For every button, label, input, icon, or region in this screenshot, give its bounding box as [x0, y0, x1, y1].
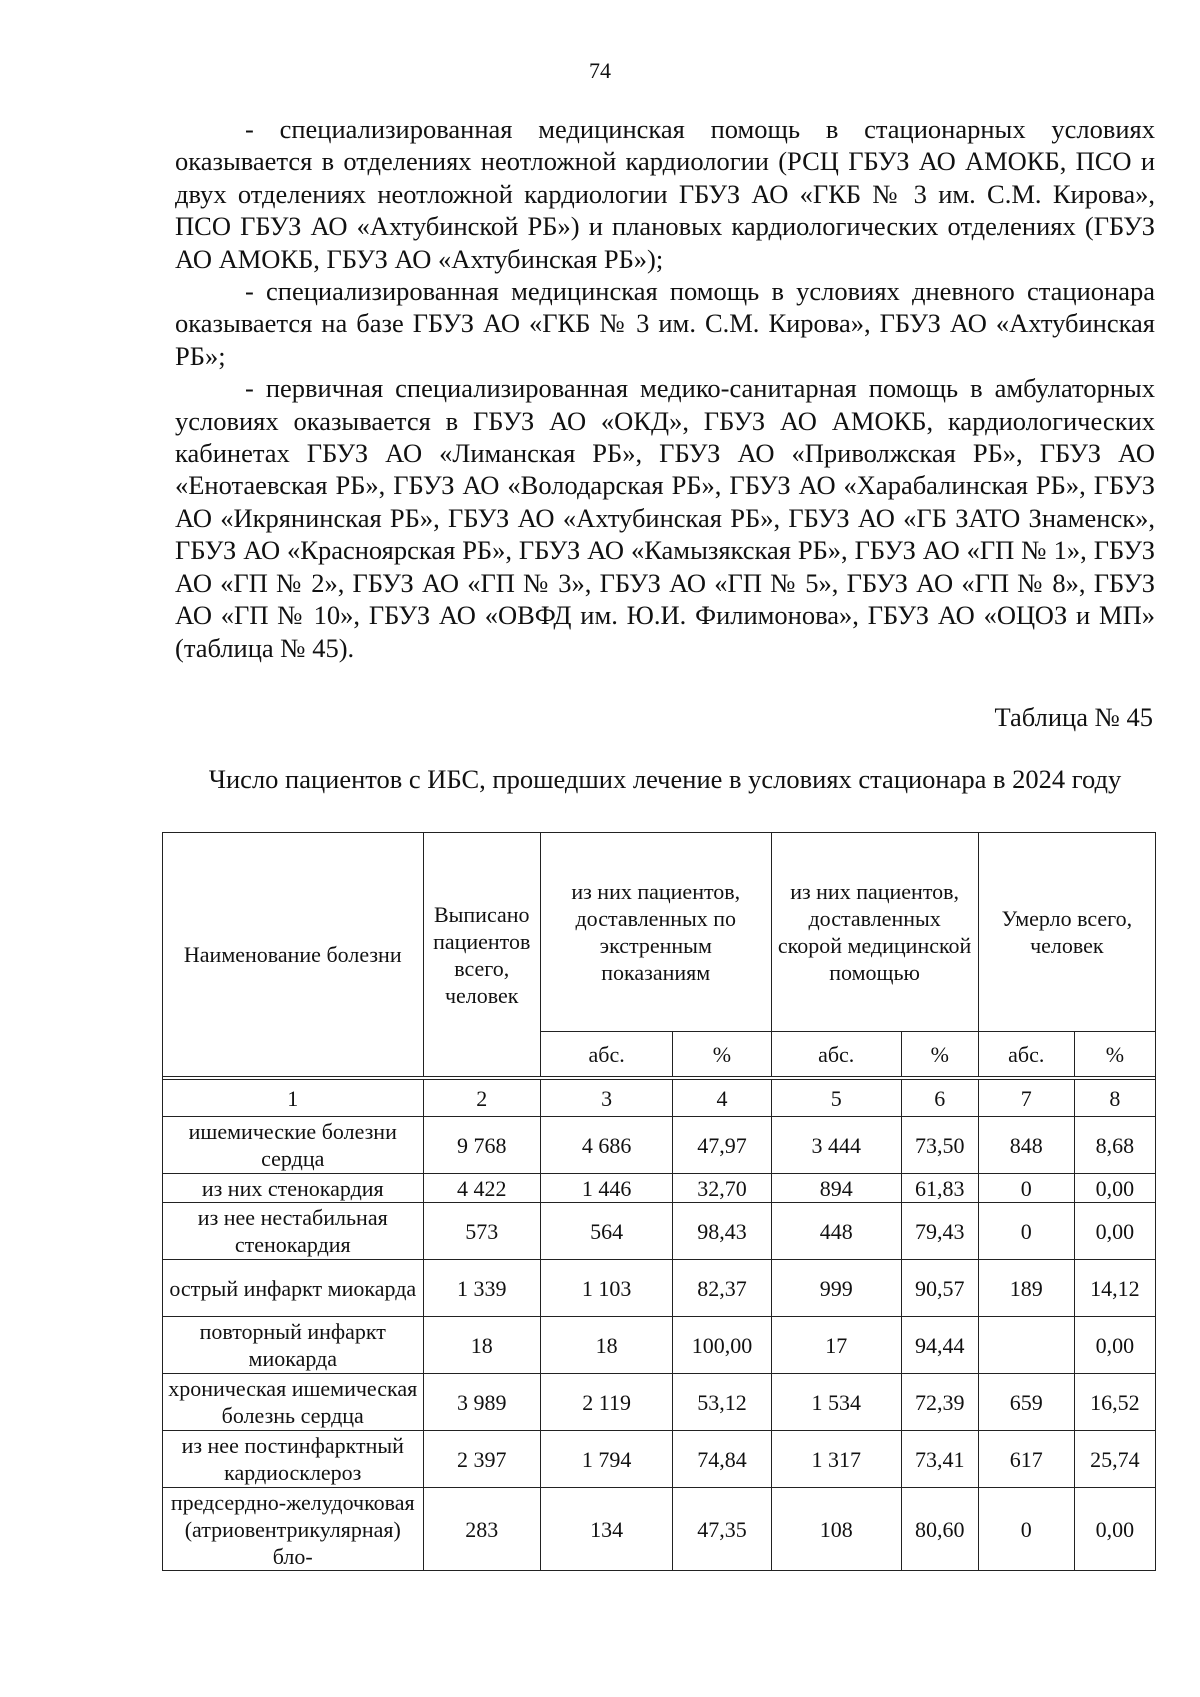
paragraph: - первичная специализированная медико-санитарная помощь в амбулаторных условиях оказывается в ГБУЗ АО «ОКД», ГБУЗ АО АМОКБ, кардиологических кабинетах ГБУЗ АО «Лиманская РБ», ГБУЗ АО «Приволжская РБ», ГБУЗ АО «Енотаевская РБ», ГБУЗ АО «Володарская РБ», ГБУЗ АО «Харабалинская РБ», ГБУЗ АО «Икрянинская РБ», ГБУЗ АО «Ахтубинская РБ», ГБУЗ АО «ГБ ЗАТО Знаменск», ГБУЗ АО «Красноярская РБ», ГБУЗ АО «Камызякская РБ», ГБУЗ АО «ГП № 1», ГБУЗ АО «ГП № 2», ГБУЗ АО «ГП № 3», ГБУЗ АО «ГП № 5», ГБУЗ АО «ГП № 8», ГБУЗ АО «ГП № 10», ГБУЗ АО «ОВФД им. Ю.И. Филимонова», ГБУЗ АО «ОЦОЗ и МП» (таблица № 45).	[175, 373, 1155, 663]
table-row	[163, 1117, 1156, 1174]
table-row	[163, 1374, 1156, 1431]
table-cell: 32,70	[673, 1174, 771, 1203]
body-text	[175, 113, 1155, 664]
table-cell: 53,12	[673, 1374, 771, 1431]
header-abs: абс.	[978, 1032, 1074, 1077]
table-cell: 14,12	[1074, 1260, 1155, 1317]
table-cell: 1 534	[771, 1374, 901, 1431]
table-cell: 0	[978, 1203, 1074, 1260]
table-cell: 0,00	[1074, 1317, 1155, 1374]
table-cell: хроническая ишемическая болезнь сердца	[163, 1374, 424, 1431]
table-cell: 0,00	[1074, 1488, 1155, 1571]
table-cell: предсердно-желудочковая (атриовентрикулярная) бло-	[163, 1488, 424, 1571]
column-number: 6	[901, 1080, 978, 1117]
table-cell: 848	[978, 1117, 1074, 1174]
table-cell: 90,57	[901, 1260, 978, 1317]
table-cell: 283	[423, 1488, 540, 1571]
data-table	[162, 832, 1156, 1571]
table-cell: 573	[423, 1203, 540, 1260]
table-cell: ишемические болезни сердца	[163, 1117, 424, 1174]
header-abs: абс.	[540, 1032, 672, 1077]
table-cell: 47,35	[673, 1488, 771, 1571]
table-label: Таблица № 45	[994, 702, 1153, 732]
table-cell: 79,43	[901, 1203, 978, 1260]
table-cell: 659	[978, 1374, 1074, 1431]
header-disease: Наименование болезни	[163, 833, 424, 1077]
page-number: 74	[589, 58, 611, 83]
table-cell: 4 686	[540, 1117, 672, 1174]
table-cell: 17	[771, 1317, 901, 1374]
table-cell: 4 422	[423, 1174, 540, 1203]
table-cell: из них стенокардия	[163, 1174, 424, 1203]
column-number: 5	[771, 1080, 901, 1117]
table-cell: 82,37	[673, 1260, 771, 1317]
table-cell: 98,43	[673, 1203, 771, 1260]
table-cell: острый инфаркт миокарда	[163, 1260, 424, 1317]
header-pct: %	[673, 1032, 771, 1077]
header-died: Умерло всего, человек	[978, 833, 1155, 1032]
table-cell: 1 103	[540, 1260, 672, 1317]
table-cell: 617	[978, 1431, 1074, 1488]
column-number: 3	[540, 1080, 672, 1117]
header-pct: %	[901, 1032, 978, 1077]
column-number: 4	[673, 1080, 771, 1117]
table-cell: 18	[540, 1317, 672, 1374]
table-cell: 3 989	[423, 1374, 540, 1431]
table-cell: повторный инфаркт миокарда	[163, 1317, 424, 1374]
column-number: 8	[1074, 1080, 1155, 1117]
header-discharged: Выписано пациентов всего, человек	[423, 833, 540, 1077]
table-cell: 894	[771, 1174, 901, 1203]
table-cell: из нее постинфарктный кардиосклероз	[163, 1431, 424, 1488]
table-row	[163, 1317, 1156, 1374]
header-ambulance: из них пациентов, доставленных скорой медицинской помощью	[771, 833, 978, 1032]
column-numbers-row	[163, 1080, 1156, 1117]
table-cell: 108	[771, 1488, 901, 1571]
table-cell: 1 339	[423, 1260, 540, 1317]
table-cell: 25,74	[1074, 1431, 1155, 1488]
column-number: 1	[163, 1080, 424, 1117]
table-cell: 1 446	[540, 1174, 672, 1203]
table-cell: 189	[978, 1260, 1074, 1317]
table-cell: 3 444	[771, 1117, 901, 1174]
table-cell	[978, 1317, 1074, 1374]
table-cell: 0,00	[1074, 1174, 1155, 1203]
table-row	[163, 1203, 1156, 1260]
table-cell: 18	[423, 1317, 540, 1374]
column-number: 2	[423, 1080, 540, 1117]
paragraph: - специализированная медицинская помощь в стационарных условиях оказывается в отделениях неотложной кардиологии (РСЦ ГБУЗ АО АМОКБ, ПСО и двух отделениях неотложной кардиологии ГБУЗ АО «ГКБ № 3 им. С.М. Кирова», ПСО ГБУЗ АО «Ахтубинской РБ») и плановых кардиологических отделениях (ГБУЗ АО АМОКБ, ГБУЗ АО «Ахтубинская РБ»);	[175, 114, 1155, 274]
table-cell: 2 119	[540, 1374, 672, 1431]
table-row	[163, 1260, 1156, 1317]
table-cell: 73,41	[901, 1431, 978, 1488]
table-cell: 564	[540, 1203, 672, 1260]
column-number: 7	[978, 1080, 1074, 1117]
table-cell: 0	[978, 1488, 1074, 1571]
table-cell: 47,97	[673, 1117, 771, 1174]
table-cell: 74,84	[673, 1431, 771, 1488]
table-cell: 0	[978, 1174, 1074, 1203]
paragraph: - специализированная медицинская помощь в условиях дневного стационара оказывается на базе ГБУЗ АО «ГКБ № 3 им. С.М. Кирова», ГБУЗ АО «Ахтубинская РБ»;	[175, 276, 1155, 371]
table-cell: 0,00	[1074, 1203, 1155, 1260]
table-cell: 100,00	[673, 1317, 771, 1374]
table-cell: 2 397	[423, 1431, 540, 1488]
table-row	[163, 1431, 1156, 1488]
table-cell: 16,52	[1074, 1374, 1155, 1431]
header-pct: %	[1074, 1032, 1155, 1077]
table-cell: из нее нестабильная стенокардия	[163, 1203, 424, 1260]
table-title: Число пациентов с ИБС, прошедших лечение в условиях стационара в 2024 году	[208, 764, 1122, 794]
table-cell: 999	[771, 1260, 901, 1317]
table-row	[163, 1174, 1156, 1203]
table-cell: 1 317	[771, 1431, 901, 1488]
table-cell: 134	[540, 1488, 672, 1571]
table-cell: 80,60	[901, 1488, 978, 1571]
header-abs: абс.	[771, 1032, 901, 1077]
table-cell: 9 768	[423, 1117, 540, 1174]
table-cell: 72,39	[901, 1374, 978, 1431]
table-cell: 8,68	[1074, 1117, 1155, 1174]
table-cell: 448	[771, 1203, 901, 1260]
table-cell: 73,50	[901, 1117, 978, 1174]
header-emergency: из них пациентов, доставленных по экстренным показаниям	[540, 833, 771, 1032]
table-cell: 1 794	[540, 1431, 672, 1488]
table-row	[163, 1488, 1156, 1571]
table-cell: 61,83	[901, 1174, 978, 1203]
table-cell: 94,44	[901, 1317, 978, 1374]
